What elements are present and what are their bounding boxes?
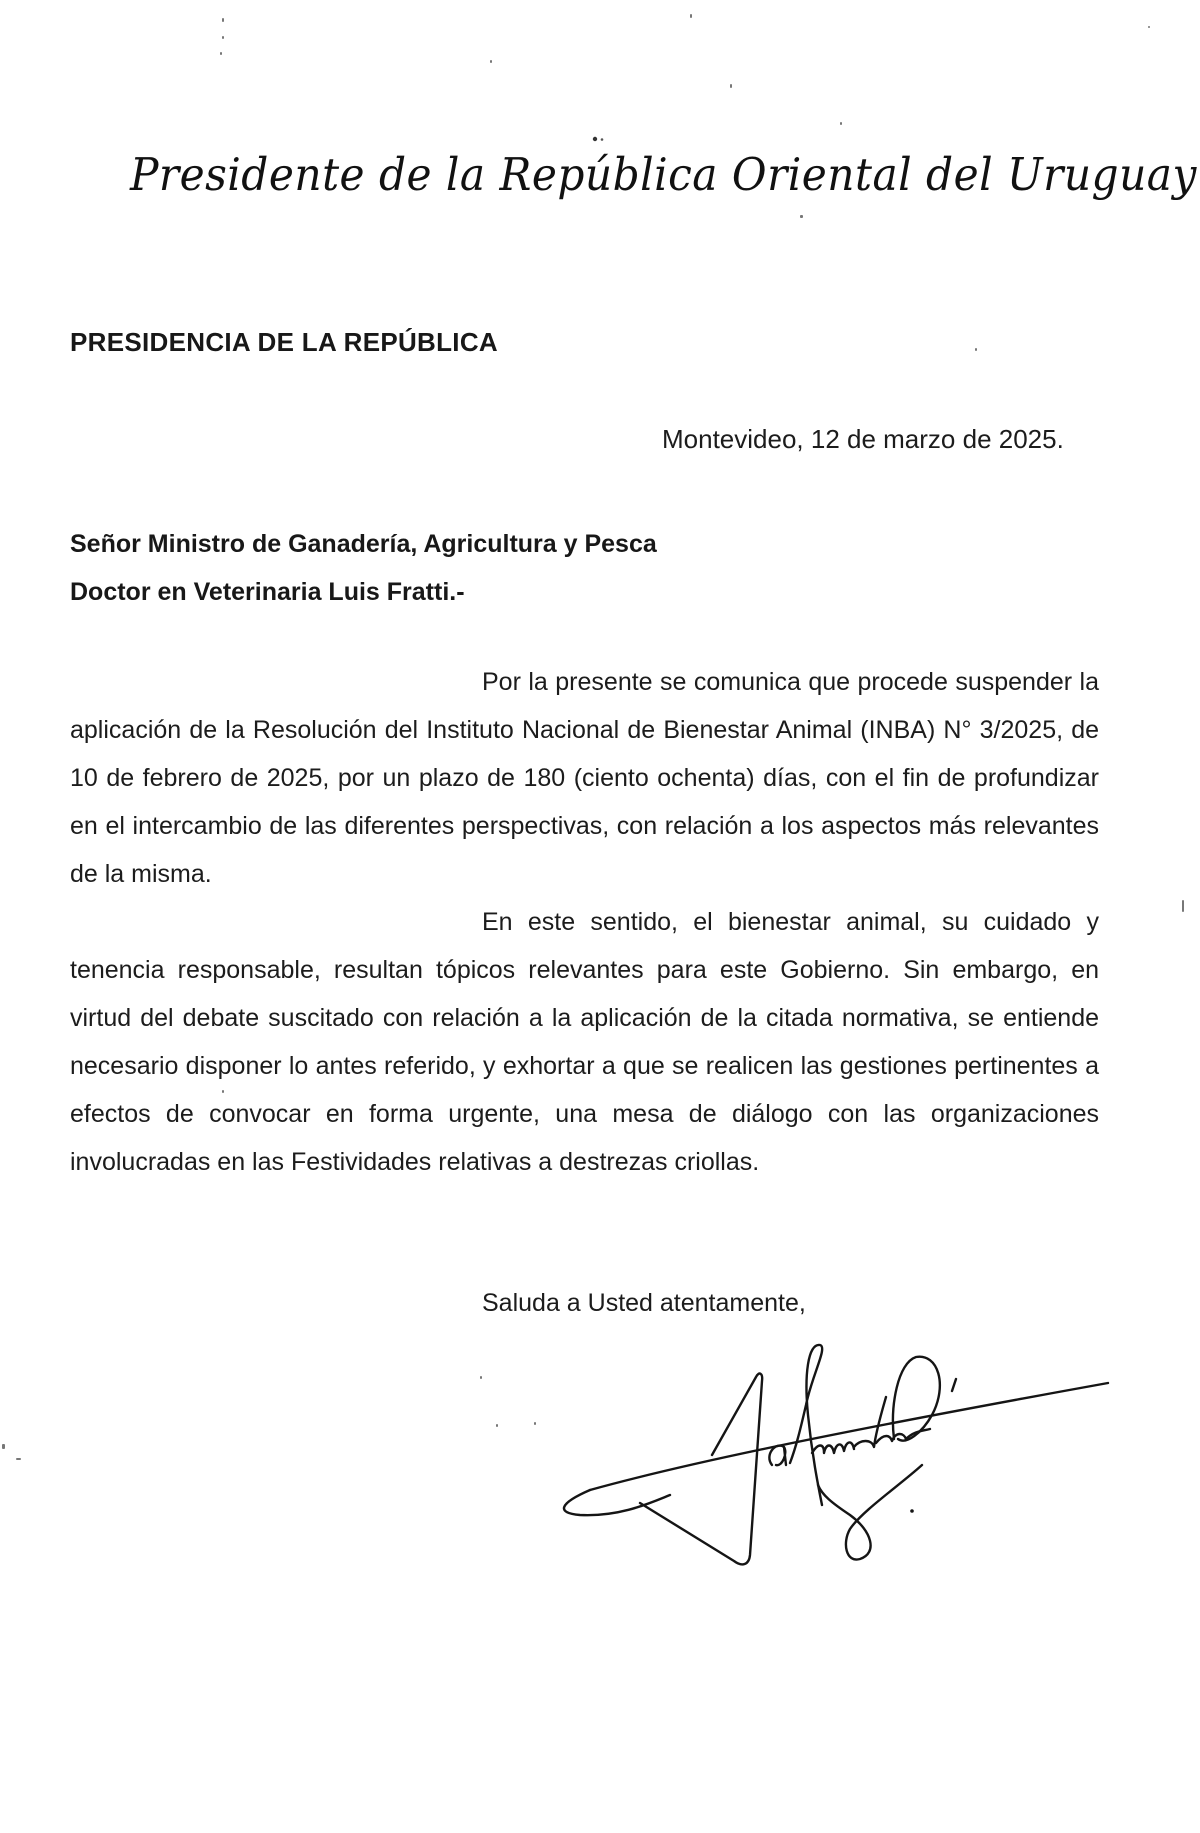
- closing-salutation: Saluda a Usted atentamente,: [482, 1289, 806, 1317]
- addressee-name: Doctor en Veterinaria Luis Fratti.-: [70, 578, 465, 606]
- scan-speck: [730, 84, 732, 88]
- scan-speck: [534, 1422, 536, 1425]
- handwritten-signature-icon: [560, 1335, 1120, 1595]
- scan-speck: [222, 18, 224, 22]
- letterhead-ornament-icon: [592, 136, 606, 142]
- scan-speck: [975, 348, 977, 351]
- scan-speck: [1182, 900, 1184, 912]
- addressee-title: Señor Ministro de Ganadería, Agricultura y Pesca: [70, 530, 657, 558]
- scan-speck: [16, 1458, 21, 1460]
- scan-speck: [1148, 26, 1150, 28]
- date-line: Montevideo, 12 de marzo de 2025.: [662, 424, 1064, 454]
- letterhead-title: Presidente de la República Oriental del Uruguay: [130, 148, 1197, 201]
- body-paragraph-2: En este sentido, el bienestar animal, su cuidado y tenencia responsable, resultan tópicos relevantes para este Gobierno. Sin embargo, en virtud del debate suscitado con relación a la aplicación de la citada normativa, se entiende necesario disponer lo antes referido, y exhortar a que se realicen las gestiones pertinentes a efectos de convocar en forma urgente, una mesa de diálogo con las organizaciones involucradas en las Festividades relativas a destrezas criollas.: [70, 908, 1099, 1176]
- letter-body: [70, 658, 1099, 1186]
- scan-speck: [222, 36, 224, 39]
- scan-speck: [496, 1424, 498, 1427]
- scan-speck: [690, 14, 692, 18]
- scan-speck: [2, 1444, 5, 1449]
- scan-speck: [490, 60, 492, 63]
- institution-heading: PRESIDENCIA DE LA REPÚBLICA: [70, 327, 498, 357]
- addressee-block: [70, 520, 657, 616]
- scan-speck: [220, 52, 222, 55]
- scan-speck: [800, 215, 803, 218]
- scan-speck: [480, 1376, 482, 1379]
- scan-speck: [840, 122, 842, 125]
- scan-speck: [222, 1090, 224, 1093]
- body-paragraph-1: Por la presente se comunica que procede suspender la aplicación de la Resolución del Instituto Nacional de Bienestar Animal (INBA) N° 3/2025, de 10 de febrero de 2025, por un plazo de 180 (ciento ochenta) días, con el fin de profundizar en el intercambio de las diferentes perspectivas, con relación a los aspectos más relevantes de la misma.: [70, 668, 1099, 888]
